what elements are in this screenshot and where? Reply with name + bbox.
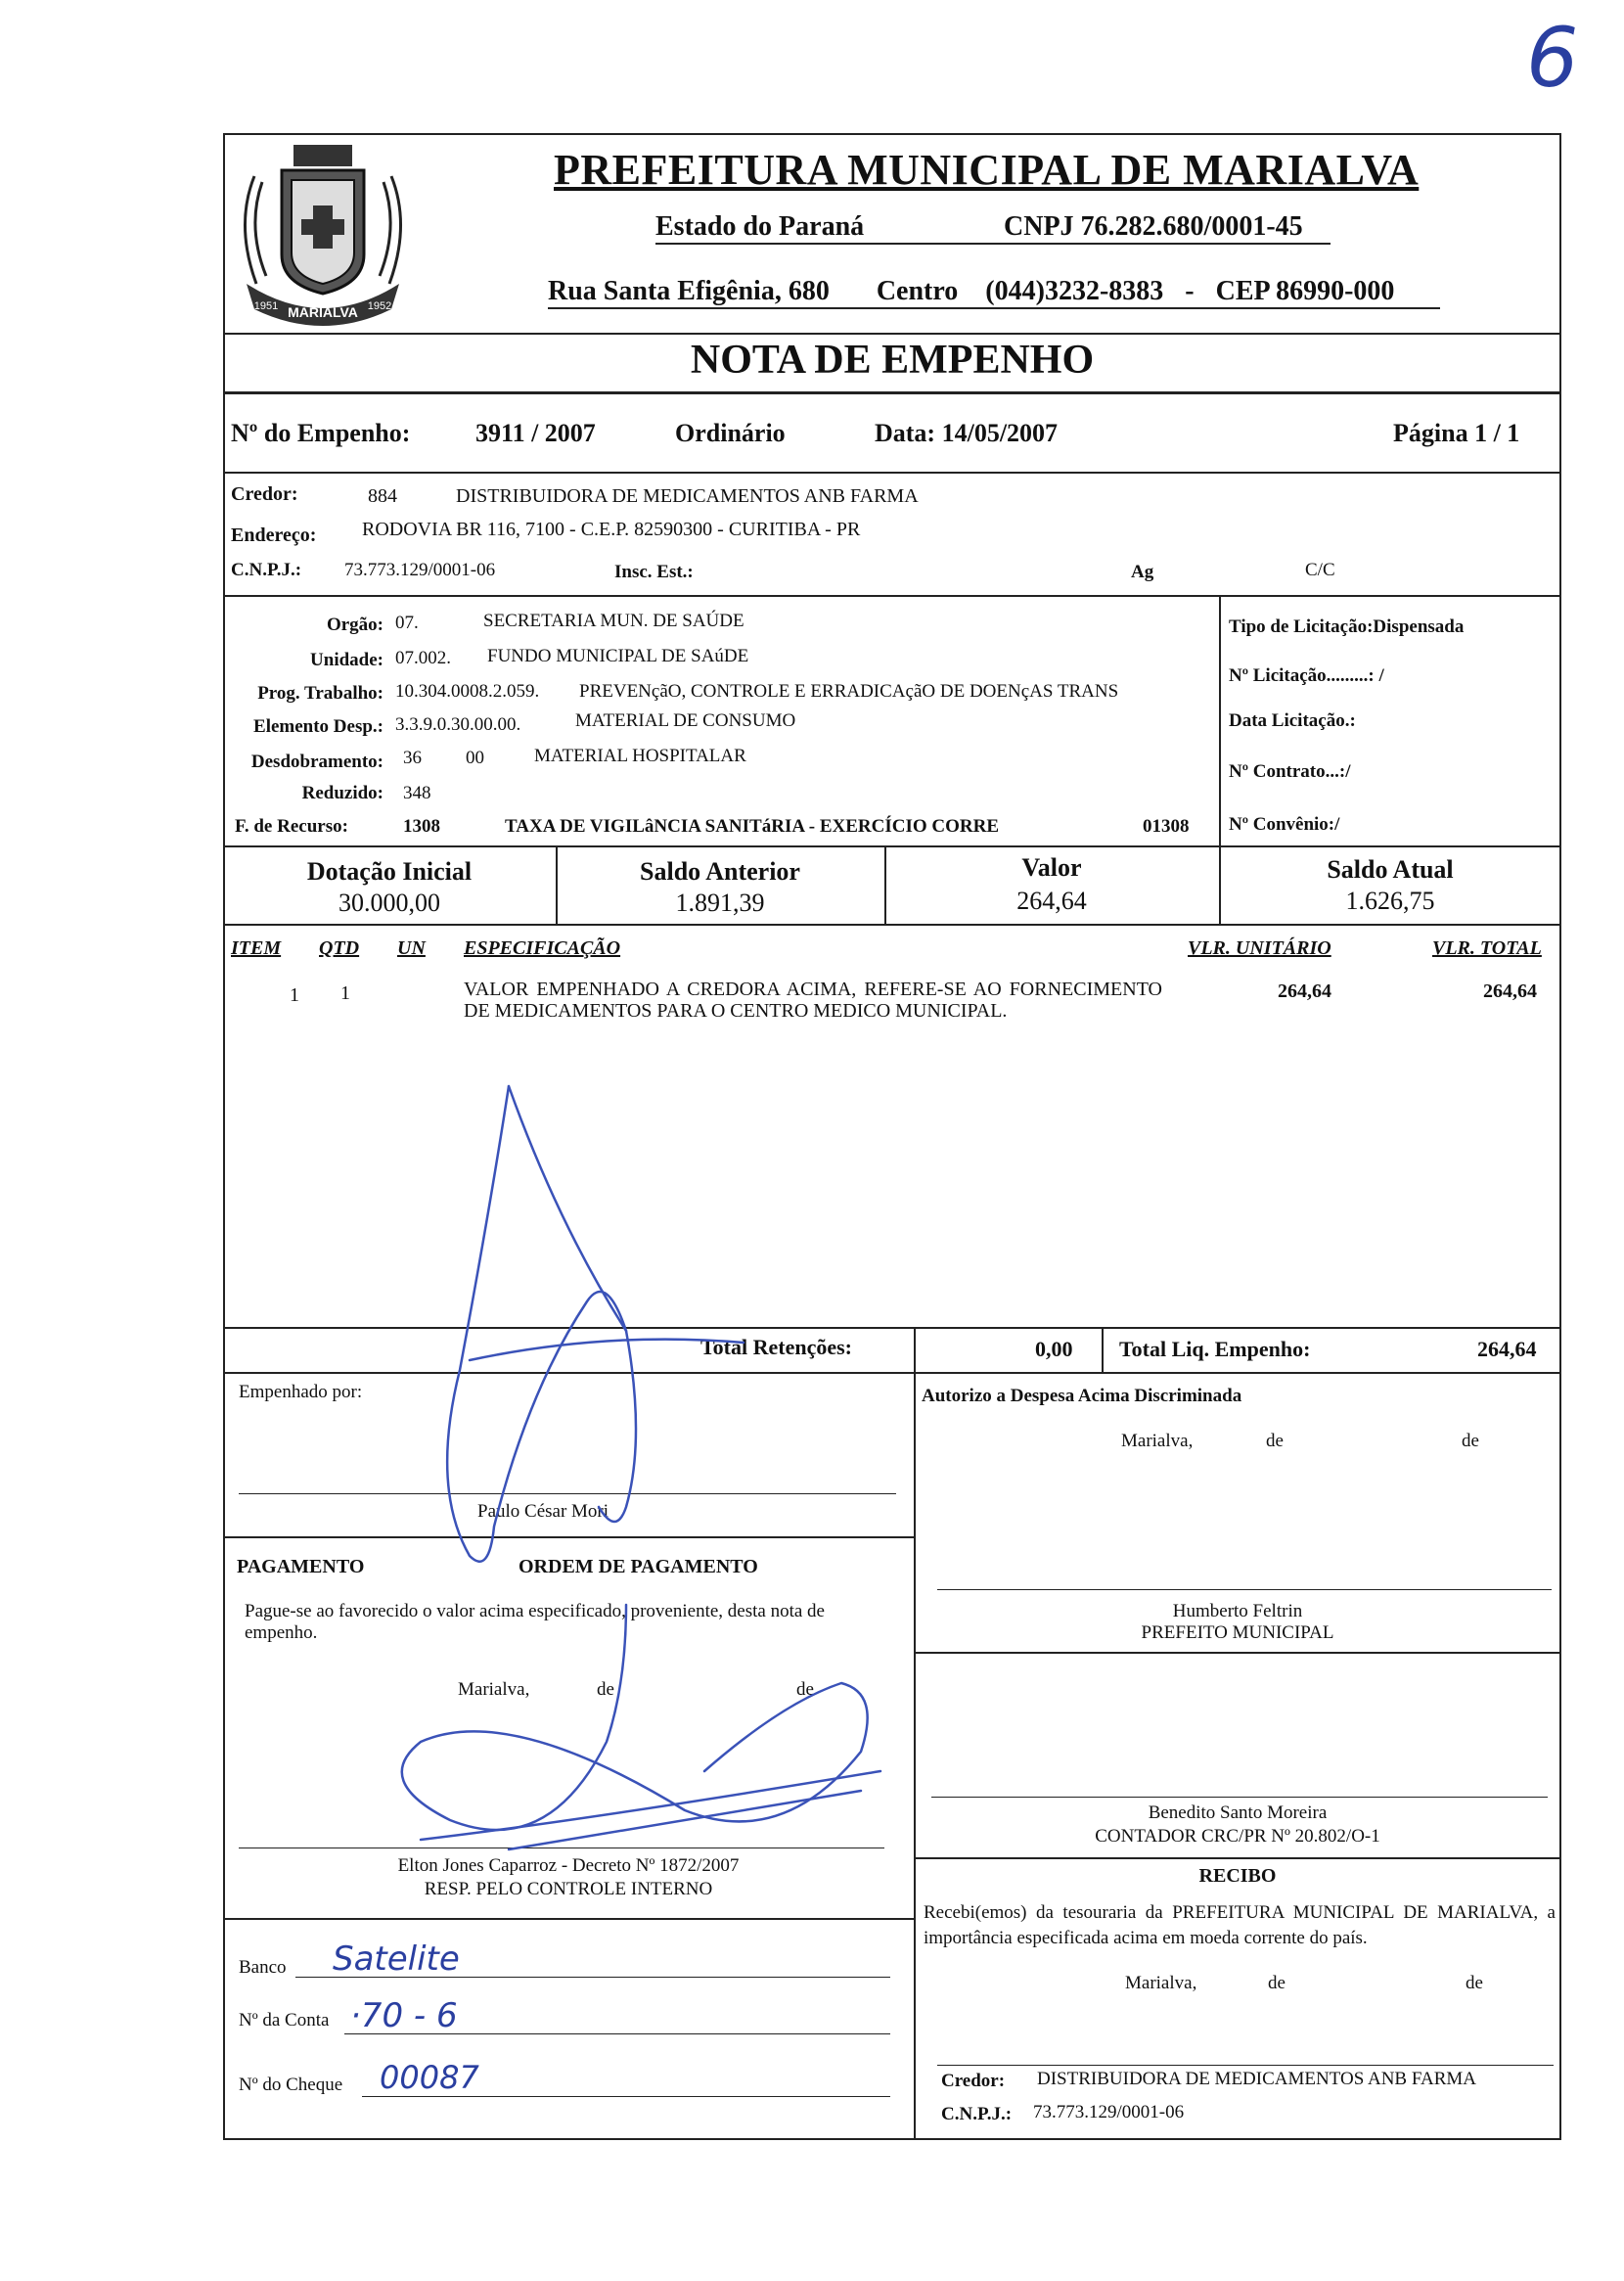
credor-cnpj: 73.773.129/0001-06 (344, 560, 496, 580)
credor-address: RODOVIA BR 116, 7100 - C.E.P. 82590300 - CURITIBA - PR (362, 519, 861, 540)
licitacao-number: Nº Licitação.........: / (1229, 665, 1384, 686)
budget-vertical-divider (1219, 595, 1221, 845)
saldo-anterior-label: Saldo Anterior (640, 857, 800, 886)
recibo-city: Marialva, (1125, 1973, 1197, 1993)
totals-divider-bottom (223, 1372, 1561, 1374)
unidade-name: FUNDO MUNICIPAL DE SAúDE (487, 646, 749, 666)
empenho-type: Ordinário (675, 419, 786, 447)
prefeito-name: Humberto Feltrin (1172, 1601, 1303, 1621)
prefeito-divider (914, 1652, 1561, 1654)
empenho-number: 3911 / 2007 (475, 419, 596, 447)
unidade-code: 07.002. (395, 648, 451, 668)
district: Centro (876, 276, 959, 306)
ag-label: Ag (1131, 562, 1154, 582)
convenio-number: Nº Convênio:/ (1229, 814, 1340, 835)
header-divider (223, 333, 1561, 335)
prefeito-role: PREFEITO MUNICIPAL (1141, 1622, 1334, 1643)
banco-label: Banco (239, 1957, 287, 1978)
credor-divider (223, 595, 1561, 597)
autorizo-de-2: de (1462, 1431, 1479, 1451)
elemento-label: Elemento Desp.: (253, 716, 383, 737)
document-title: NOTA DE EMPENHO (690, 338, 1095, 383)
address-label: Endereço: (231, 525, 317, 546)
liquido-label: Total Liq. Empenho: (1119, 1337, 1311, 1361)
empenhado-divider (223, 1536, 914, 1538)
orgao-name: SECRETARIA MUN. DE SAÚDE (483, 611, 744, 631)
street-address: Rua Santa Efigênia, 680 (548, 276, 830, 306)
contador-divider (914, 1857, 1561, 1859)
item-qtd: 1 (340, 982, 350, 1004)
cheque-label: Nº do Cheque (239, 2075, 343, 2095)
item-spec: VALOR EMPENHADO A CREDORA ACIMA, REFERE-SE AO FORNECIMENTO DE MEDICAMENTOS PARA O CENTRO MEDICO MUNICIPAL. (464, 979, 1162, 1022)
empenhado-signature-line (239, 1493, 896, 1494)
municipality-cnpj: CNPJ 76.282.680/0001-45 (1004, 211, 1303, 242)
crest-year-left: 1951 (253, 300, 279, 312)
dotacao-value: 30.000,00 (338, 889, 440, 917)
col-qtd: QTD (319, 937, 360, 959)
phone: (044)3232-8383 (985, 276, 1164, 306)
valor-label: Valor (1021, 853, 1082, 882)
contador-signature-line (931, 1797, 1548, 1798)
retencoes-label: Total Retenções: (700, 1335, 852, 1359)
reduzido-label: Reduzido: (301, 783, 383, 803)
item-total-value: 264,64 (1483, 981, 1537, 1002)
conta-label: Nº da Conta (239, 2010, 330, 2030)
address-dash: - (1185, 276, 1195, 306)
autorizo-de-1: de (1266, 1431, 1284, 1451)
crest-year-right: 1952 (367, 300, 392, 312)
pagamento-de-2: de (796, 1679, 814, 1700)
contract-number: Nº Contrato...:/ (1229, 761, 1351, 782)
item-number: 1 (290, 984, 299, 1006)
prog-trabalho-label: Prog. Trabalho: (257, 683, 383, 704)
cc-label: C/C (1305, 560, 1335, 580)
empenho-date: Data: 14/05/2007 (875, 419, 1059, 447)
cnpj-label: C.N.P.J.: (231, 560, 302, 580)
unidade-label: Unidade: (310, 650, 383, 670)
balances-divider (223, 924, 1561, 926)
totals-divider-top (223, 1327, 1561, 1329)
recibo-credor-name: DISTRIBUIDORA DE MEDICAMENTOS ANB FARMA (1037, 2069, 1477, 2089)
recibo-signature-line (937, 2065, 1554, 2066)
cheque-value: 00087 (380, 2059, 479, 2096)
licitacao-type: Tipo de Licitação:Dispensada (1229, 616, 1465, 637)
pagamento-label: PAGAMENTO (237, 1556, 365, 1577)
col-spec: ESPECIFICAÇÃO (464, 937, 621, 959)
title-divider (223, 391, 1561, 394)
desdobramento-code-2: 00 (466, 748, 484, 768)
recibo-text: Recebi(emos) da tesouraria da PREFEITURA MUNICIPAL DE MARIALVA, a importância especificada acima em moeda corrente do país. (924, 1902, 1556, 1948)
elemento-code: 3.3.9.0.30.00.00. (395, 714, 521, 735)
insc-est-label: Insc. Est.: (614, 562, 694, 582)
recibo-de-1: de (1268, 1973, 1286, 1993)
conta-line (344, 2033, 890, 2034)
col-item: ITEM (231, 937, 282, 959)
crest-banner-text: MARIALVA (288, 304, 358, 320)
elemento-name: MATERIAL DE CONSUMO (575, 710, 796, 731)
prefeito-signature-line (937, 1589, 1552, 1590)
saldo-atual-value: 1.626,75 (1345, 887, 1435, 915)
dotacao-label: Dotação Inicial (306, 857, 473, 886)
col-total-value: VLR. TOTAL (1432, 937, 1542, 959)
empenhado-name: Paulo César Mori (477, 1501, 609, 1522)
contador-name: Benedito Santo Moreira (1148, 1802, 1328, 1823)
prog-trabalho-code: 10.304.0008.2.059. (395, 681, 540, 702)
desdobramento-name: MATERIAL HOSPITALAR (534, 746, 746, 766)
totals-divider-b (1102, 1327, 1104, 1372)
item-unit-value: 264,64 (1278, 981, 1331, 1002)
state-name: Estado do Paraná (655, 211, 865, 242)
pagamento-text: Pague-se ao favorecido o valor acima especificado, proveniente, desta nota de empenho. (245, 1601, 825, 1643)
col-unit-value: VLR. UNITÁRIO (1188, 937, 1331, 959)
credor-label: Credor: (231, 483, 298, 505)
empenhado-label: Empenhado por: (239, 1382, 363, 1402)
prog-trabalho-name: PREVENçãO, CONTROLE E ERRADICAçãO DE DOENçAS TRANS (579, 681, 1119, 702)
pagamento-de-1: de (597, 1679, 614, 1700)
address-underline (548, 307, 1440, 309)
controle-divider (223, 1918, 914, 1920)
recibo-cnpj-label: C.N.P.J.: (941, 2104, 1013, 2124)
reduzido-value: 348 (403, 783, 431, 803)
empenho-label: Nº do Empenho: (231, 419, 411, 447)
controle-role: RESP. PELO CONTROLE INTERNO (424, 1879, 713, 1899)
lower-vertical-divider (914, 1372, 916, 2140)
recurso-name: TAXA DE VIGILâNCIA SANITáRIA - EXERCÍCIO CORRE (505, 816, 1000, 837)
credor-code: 884 (368, 485, 397, 507)
budget-divider (223, 845, 1561, 847)
credor-name: DISTRIBUIDORA DE MEDICAMENTOS ANB FARMA (456, 485, 919, 507)
controle-name: Elton Jones Caparroz - Decreto Nº 1872/2007 (397, 1855, 740, 1876)
banco-value: Satelite (333, 1939, 460, 1979)
valor-value: 264,64 (1016, 887, 1087, 915)
cep: CEP 86990-000 (1215, 276, 1395, 306)
saldo-anterior-value: 1.891,39 (675, 889, 765, 917)
state-underline (655, 243, 1331, 245)
recurso-code: 1308 (403, 816, 440, 837)
ordem-pagamento-title: ORDEM DE PAGAMENTO (519, 1556, 758, 1577)
recurso-label: F. de Recurso: (235, 816, 348, 837)
cheque-line (362, 2096, 890, 2097)
recibo-de-2: de (1466, 1973, 1483, 1993)
address-line (548, 276, 1394, 307)
recibo-credor-label: Credor: (941, 2071, 1006, 2091)
recibo-cnpj: 73.773.129/0001-06 (1033, 2102, 1185, 2122)
col-un: UN (397, 937, 426, 959)
handwritten-page-mark: 6 (1526, 10, 1579, 106)
municipality-title: PREFEITURA MUNICIPAL DE MARIALVA (554, 146, 1420, 194)
conta-value: ·70 - 6 (350, 1996, 458, 2035)
saldo-atual-label: Saldo Atual (1327, 855, 1454, 884)
autorizo-city: Marialva, (1121, 1431, 1194, 1451)
pagamento-city: Marialva, (458, 1679, 530, 1700)
banco-line (295, 1977, 890, 1978)
licitacao-date: Data Licitação.: (1229, 710, 1356, 731)
empenho-divider (223, 472, 1561, 474)
orgao-label: Orgão: (326, 615, 383, 635)
recurso-ref: 01308 (1143, 816, 1190, 837)
autorizo-title: Autorizo a Despesa Acima Discriminada (922, 1386, 1242, 1406)
orgao-code: 07. (395, 613, 419, 633)
contador-role: CONTADOR CRC/PR Nº 20.802/O-1 (1095, 1826, 1380, 1847)
page-indicator: Página 1 / 1 (1393, 419, 1520, 447)
liquido-value: 264,64 (1477, 1337, 1537, 1361)
recibo-title: RECIBO (1198, 1865, 1277, 1887)
totals-divider-a (914, 1327, 916, 1372)
desdobramento-label: Desdobramento: (250, 752, 383, 772)
retencoes-value: 0,00 (1035, 1337, 1073, 1361)
desdobramento-code-1: 36 (403, 748, 422, 768)
municipal-crest-logo (227, 137, 419, 333)
